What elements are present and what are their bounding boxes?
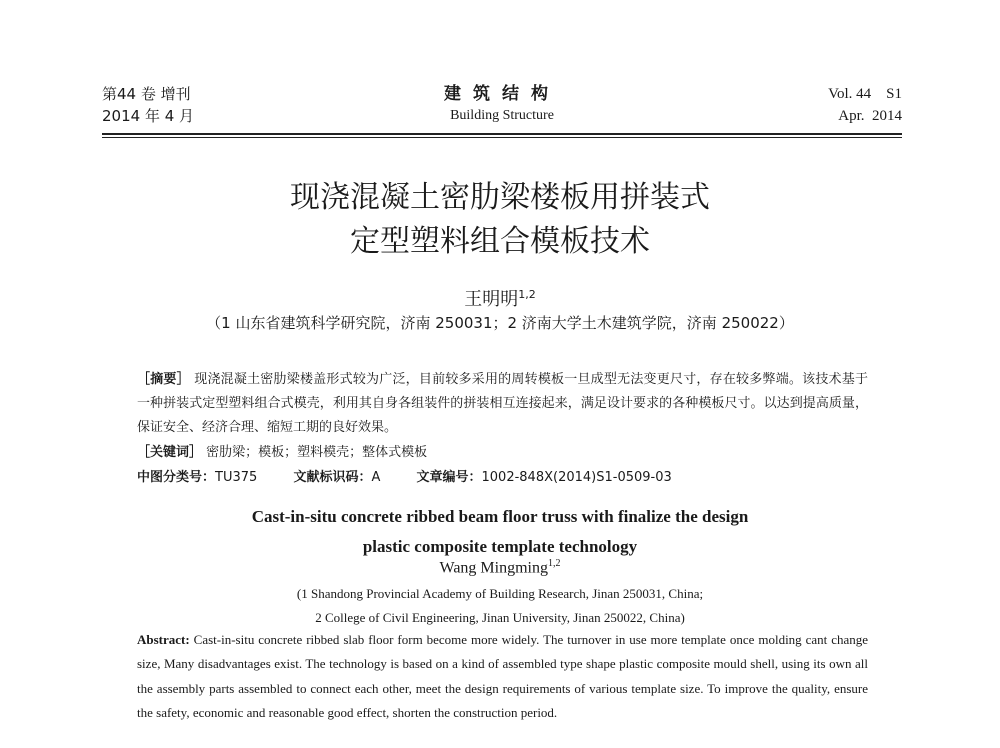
author-affil-marker: 1,2 — [518, 288, 536, 301]
keywords-text: 密肋梁；模板；塑料模壳；整体式模板 — [206, 445, 428, 460]
english-title-line-2: plastic composite template technology — [362, 537, 638, 556]
author-en — [0, 558, 1000, 577]
english-title — [0, 502, 1000, 562]
title-line-2: 定型塑料组合模板技术 — [350, 224, 650, 259]
author-en-affil-marker: 1,2 — [547, 558, 561, 569]
english-title-line-1: Cast-in-situ concrete ribbed beam floor truss with finalize the design — [251, 507, 749, 526]
clc-value: TU375 — [215, 470, 258, 485]
abstract-en-label: Abstract: — [137, 632, 190, 647]
doc-code-label: 文献标识码： — [293, 470, 372, 485]
author-cn — [0, 285, 1000, 311]
affiliation-cn: （1 山东省建筑科学研究院，济南 250031；2 济南大学土木建筑学院，济南 250022） — [206, 314, 794, 332]
header-rule-thick — [102, 133, 902, 135]
paper-title — [0, 176, 1000, 264]
keywords-cn — [137, 441, 427, 460]
date-cn: 2014 年 4 月 — [102, 107, 195, 125]
volume-info — [828, 83, 902, 127]
title-line-1: 现浇混凝土密肋梁楼板用拼装式 — [290, 180, 710, 215]
author-name: 王明明 — [464, 289, 519, 310]
affiliation-en-line-2: 2 College of Civil Engineering, Jinan University, Jinan 250022, China) — [315, 610, 685, 625]
date-en: Apr. 2014 — [838, 108, 902, 124]
keywords-label: ［关键词］ — [137, 445, 203, 460]
author-en-name: Wang Mingming — [439, 559, 548, 577]
journal-name-en: Building Structure — [450, 108, 554, 123]
classification-line — [137, 466, 672, 485]
affiliation-en — [0, 582, 1000, 630]
abstract-en — [137, 628, 868, 726]
doc-code-value: A — [371, 470, 381, 485]
affiliation-en-line-1: (1 Shandong Provincial Academy of Building Research, Jinan 250031, China; — [296, 586, 704, 601]
clc-label: 中图分类号： — [137, 470, 216, 485]
abstract-cn-text: 现浇混凝土密肋梁楼盖形式较为广泛，目前较多采用的周转模板一旦成型无法变更尺寸，存在较多弊端。该技术基于一种拼装式定型塑料组合式模壳，利用其自身各组装件的拼装相互连接起来，满足设计要求的各种模板尺寸。以达到提高质量，保证安全、经济合理、缩短工期的良好效果。 — [137, 372, 868, 435]
journal-name-cn: 建筑结构 — [444, 84, 560, 104]
journal-name — [102, 83, 902, 127]
article-number-label: 文章编号： — [416, 470, 482, 485]
journal-header — [102, 83, 902, 129]
abstract-cn-label: ［摘要］ — [137, 372, 190, 387]
header-rule-thin — [102, 137, 902, 138]
volume-issue-en: Vol. 44 S1 — [828, 86, 902, 102]
volume-issue-cn: 第44 卷 增刊 — [102, 85, 191, 103]
abstract-en-text: Cast-in-situ concrete ribbed slab floor form become more widely. The turnover in use more template once molding cant change size, Many disadvantages exist. The technology is based on a kind of assembled type shape plastic composite mould shell, using its own all the assembly parts assembled to connect each other, meet the design requirements of various template size. To improve the quality, ensure the safety, economic and reasonable good effect, shorten the construction period. — [137, 632, 869, 721]
abstract-cn — [137, 368, 868, 440]
article-number-value: 1002-848X(2014)S1-0509-03 — [481, 470, 672, 485]
